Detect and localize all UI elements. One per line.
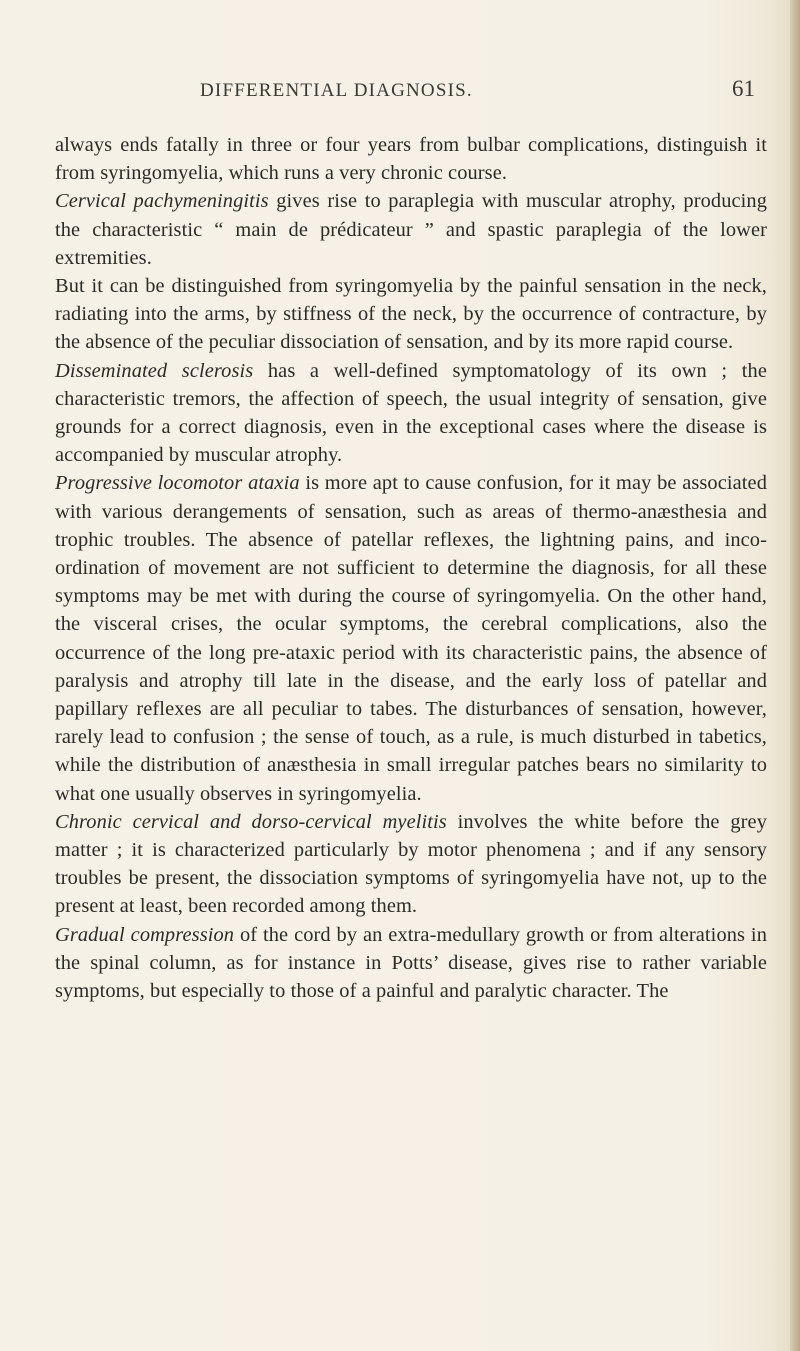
paragraph-distinguishing-pachymeningitis [55,272,767,357]
paragraph-text: involves the white before the grey matter ; it is characterized particularly by motor phenomena ; and if any sensory troubles be present, the dissociation symptoms of syringomyelia have not, up to the present at least, been recorded among them. [55,810,767,918]
paragraph-term: Progressive locomotor ataxia [55,472,300,495]
running-header [55,76,767,108]
running-title: DIFFERENTIAL DIAGNOSIS. [200,80,473,101]
paragraph-term: Disseminated sclerosis [55,359,254,382]
page-edge-shadow [790,0,800,1351]
paragraph-text: But it can be distinguished from syringomyelia by the painful sensation in the neck, radiating into the arms, by stiffness of the neck, by the occurrence of contracture, by the absence of the peculiar dissociation of sensation, and by its more rapid course. [55,275,767,354]
paragraph-cervical-pachymeningitis [55,187,767,272]
body-text [55,131,767,1005]
paragraph-locomotor-ataxia [55,469,767,807]
paragraph-term: Gradual compression [55,923,235,946]
paragraph-text: is more apt to cause confusion, for it may be associated with various derangements of sensation, such as areas of thermo-anæsthesia and trophic troubles. The absence of patellar reflexes, the lightning pains, and inco-ordination of movement are not sufficient to determine the diagnosis, for all these symptoms may be met with during the course of syringomyelia. On the other hand, the visceral crises, the ocular symptoms, the cerebral complications, also the occurrence of the long pre-ataxic period with its characteristic pains, the absence of paralysis and atrophy till late in the disease, and the early loss of patellar and papillary reflexes are all peculiar to tabes. The disturbances of sensation, however, rarely lead to confusion ; the sense of touch, as a rule, is much disturbed in tabetics, while the distribution of anæsthesia in small irregular patches bears no similarity to what one usually observes in syringomyelia. [55,472,767,805]
paragraph-text: of the cord by an extra-medullary growth or from alterations in the spinal column, as for instance in Potts’ disease, gives rise to rather variable symptoms, but especially to those of a painful and paralytic character. The [55,923,767,1003]
paragraph-text: has a well-defined symptomatology of its own ; the characteristic tremors, the affection of speech, the usual integrity of sensation, give grounds for a correct diagnosis, even in the exceptional cases where the disease is accompanied by muscular atrophy. [55,359,767,467]
paragraph-text: gives rise to paraplegia with muscular atrophy, producing the characteristic “ main de prédicateur ” and spastic paraplegia of the lower extremities. [55,190,768,269]
paragraph-disseminated-sclerosis [55,357,767,470]
paragraph-gradual-compression [55,921,767,1006]
paragraph-cervical-myelitis [55,808,767,921]
paragraph-term: Cervical pachymeningitis [55,190,269,213]
page-number: 61 [732,76,755,101]
paragraph-bulbar-continuation [55,131,767,187]
paragraph-term: Chronic cervical and dorso-cervical myelitis [55,810,447,833]
paragraph-text: always ends fatally in three or four years from bulbar complications, distinguish it from syringomyelia, which runs a very chronic course. [55,134,767,185]
